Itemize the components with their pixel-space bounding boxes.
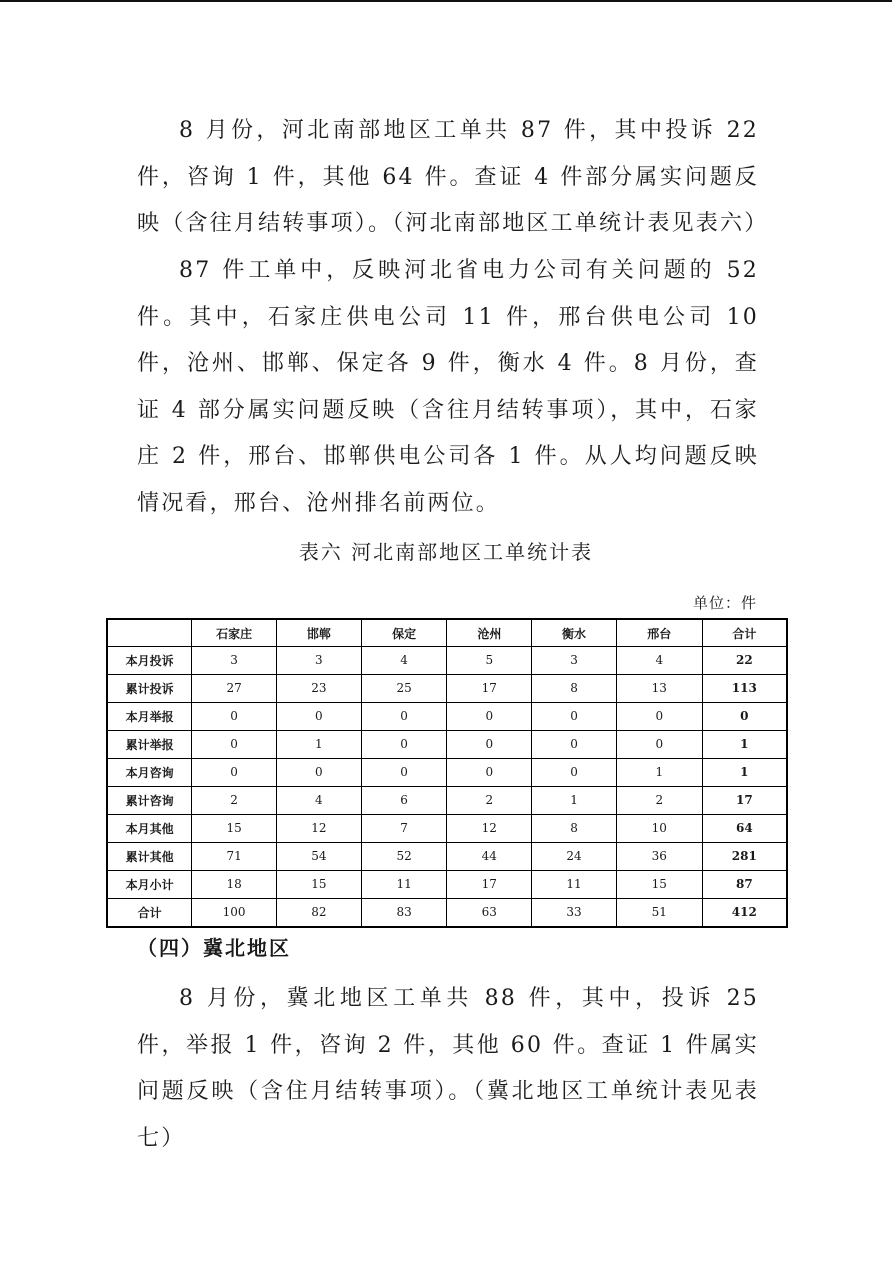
table-cell: 0: [616, 702, 702, 730]
table-row: [107, 730, 787, 758]
table-header-cell: 合计: [702, 619, 787, 647]
row-total-cell: 1: [702, 758, 787, 786]
table-cell: 11: [361, 870, 447, 898]
row-total-cell: 0: [702, 702, 787, 730]
table-cell: 0: [361, 758, 447, 786]
table-cell: 100: [192, 898, 277, 927]
table-row: [107, 647, 787, 675]
table-cell: 8: [532, 674, 617, 702]
table-cell: 3: [192, 647, 277, 675]
row-label-cell: 本月其他: [107, 814, 192, 842]
table-cell: 27: [192, 674, 277, 702]
row-total-cell: 22: [702, 647, 787, 675]
row-label-cell: 合计: [107, 898, 192, 927]
row-label-cell: 本月举报: [107, 702, 192, 730]
table-cell: 4: [361, 647, 447, 675]
table-header-cell: 保定: [361, 619, 447, 647]
table-cell: 2: [447, 786, 532, 814]
table-row: [107, 674, 787, 702]
row-total-cell: 87: [702, 870, 787, 898]
table-cell: 0: [447, 702, 532, 730]
paragraph-jibei-summary: 8 月份，冀北地区工单共 88 件，其中，投诉 25 件，举报 1 件，咨询 2 件，其他 60 件。查证 1 件属实问题反映（含住月结转事项）。（冀北地区工单统计表见表七）: [137, 986, 759, 1151]
table-cell: 33: [532, 898, 617, 927]
table-cell: 5: [447, 647, 532, 675]
table-cell: 17: [447, 870, 532, 898]
table-cell: 83: [361, 898, 447, 927]
table-row: [107, 786, 787, 814]
table-cell: 3: [276, 647, 361, 675]
table-cell: 71: [192, 842, 277, 870]
table-cell: 24: [532, 842, 617, 870]
table-cell: 52: [361, 842, 447, 870]
table-cell: 0: [276, 758, 361, 786]
table-cell: 12: [276, 814, 361, 842]
table-header-cell: 沧州: [447, 619, 532, 647]
table-header-cell: 邯郸: [276, 619, 361, 647]
table-cell: 1: [532, 786, 617, 814]
table-cell: 18: [192, 870, 277, 898]
table-body: [107, 647, 787, 928]
table-cell: 0: [447, 730, 532, 758]
table-cell: 63: [447, 898, 532, 927]
row-label-cell: 累计咨询: [107, 786, 192, 814]
table-row: [107, 702, 787, 730]
table-unit-label: 单位：件: [692, 594, 757, 612]
table-row: [107, 898, 787, 927]
table-cell: 0: [361, 730, 447, 758]
table-cell: 1: [276, 730, 361, 758]
row-label-cell: 本月咨询: [107, 758, 192, 786]
table-cell: 3: [532, 647, 617, 675]
page-top-border: [0, 0, 892, 2]
table-cell: 0: [361, 702, 447, 730]
table-cell: 51: [616, 898, 702, 927]
table-header-cell: 衡水: [532, 619, 617, 647]
row-total-cell: 17: [702, 786, 787, 814]
table-row: [107, 758, 787, 786]
table-cell: 0: [192, 702, 277, 730]
table-cell: 13: [616, 674, 702, 702]
row-label-cell: 累计投诉: [107, 674, 192, 702]
table-cell: 0: [616, 730, 702, 758]
row-label-cell: 本月投诉: [107, 647, 192, 675]
row-total-cell: 281: [702, 842, 787, 870]
row-label-cell: 累计举报: [107, 730, 192, 758]
table-cell: 4: [616, 647, 702, 675]
paragraph-hebei-south-detail: 87 件工单中，反映河北省电力公司有关问题的 52 件。其中，石家庄供电公司 11 件，邢台供电公司 10 件，沧州、邯郸、保定各 9 件，衡水 4 件。8 月份，查证 4 部分属实问题反映（含往月结转事项），其中，石家庄 2 件，邢台、邯郸供电公司各 1 件。从人均问题反映情况看，邢台、沧州排名前两位。: [137, 258, 759, 516]
table-cell: 15: [192, 814, 277, 842]
row-total-cell: 64: [702, 814, 787, 842]
table-cell: 12: [447, 814, 532, 842]
table-cell: 25: [361, 674, 447, 702]
row-total-cell: 1: [702, 730, 787, 758]
table-row: [107, 870, 787, 898]
table-header-cell: 邢台: [616, 619, 702, 647]
table-cell: 11: [532, 870, 617, 898]
hebei-south-stats-table: [106, 618, 788, 928]
table-caption: 表六 河北南部地区工单统计表: [298, 540, 594, 564]
row-label-cell: 累计其他: [107, 842, 192, 870]
table-cell: 4: [276, 786, 361, 814]
table-row: [107, 842, 787, 870]
table-cell: 8: [532, 814, 617, 842]
table-cell: 54: [276, 842, 361, 870]
row-total-cell: 113: [702, 674, 787, 702]
table-cell: 7: [361, 814, 447, 842]
table-cell: 15: [616, 870, 702, 898]
table-cell: 17: [447, 674, 532, 702]
table-cell: 0: [192, 758, 277, 786]
table-cell: 0: [532, 730, 617, 758]
table-cell: 10: [616, 814, 702, 842]
table-cell: 2: [192, 786, 277, 814]
table-cell: 82: [276, 898, 361, 927]
table-cell: 15: [276, 870, 361, 898]
table-cell: 0: [276, 702, 361, 730]
table-header-cell: [107, 619, 192, 647]
table-cell: 1: [616, 758, 702, 786]
table-cell: 23: [276, 674, 361, 702]
table-header-row: [107, 619, 787, 647]
section-heading: （四）冀北地区: [137, 936, 291, 960]
paragraph-hebei-south-summary: 8 月份，河北南部地区工单共 87 件，其中投诉 22 件，咨询 1 件，其他 64 件。查证 4 件部分属实问题反映（含往月结转事项）。（河北南部地区工单统计表见表六）: [137, 118, 769, 236]
table-cell: 0: [532, 702, 617, 730]
table-cell: 0: [447, 758, 532, 786]
table-cell: 44: [447, 842, 532, 870]
table-cell: 6: [361, 786, 447, 814]
table-cell: 0: [532, 758, 617, 786]
table-cell: 36: [616, 842, 702, 870]
row-total-cell: 412: [702, 898, 787, 927]
table-header-cell: 石家庄: [192, 619, 277, 647]
table-row: [107, 814, 787, 842]
table-cell: 0: [192, 730, 277, 758]
table-cell: 2: [616, 786, 702, 814]
row-label-cell: 本月小计: [107, 870, 192, 898]
